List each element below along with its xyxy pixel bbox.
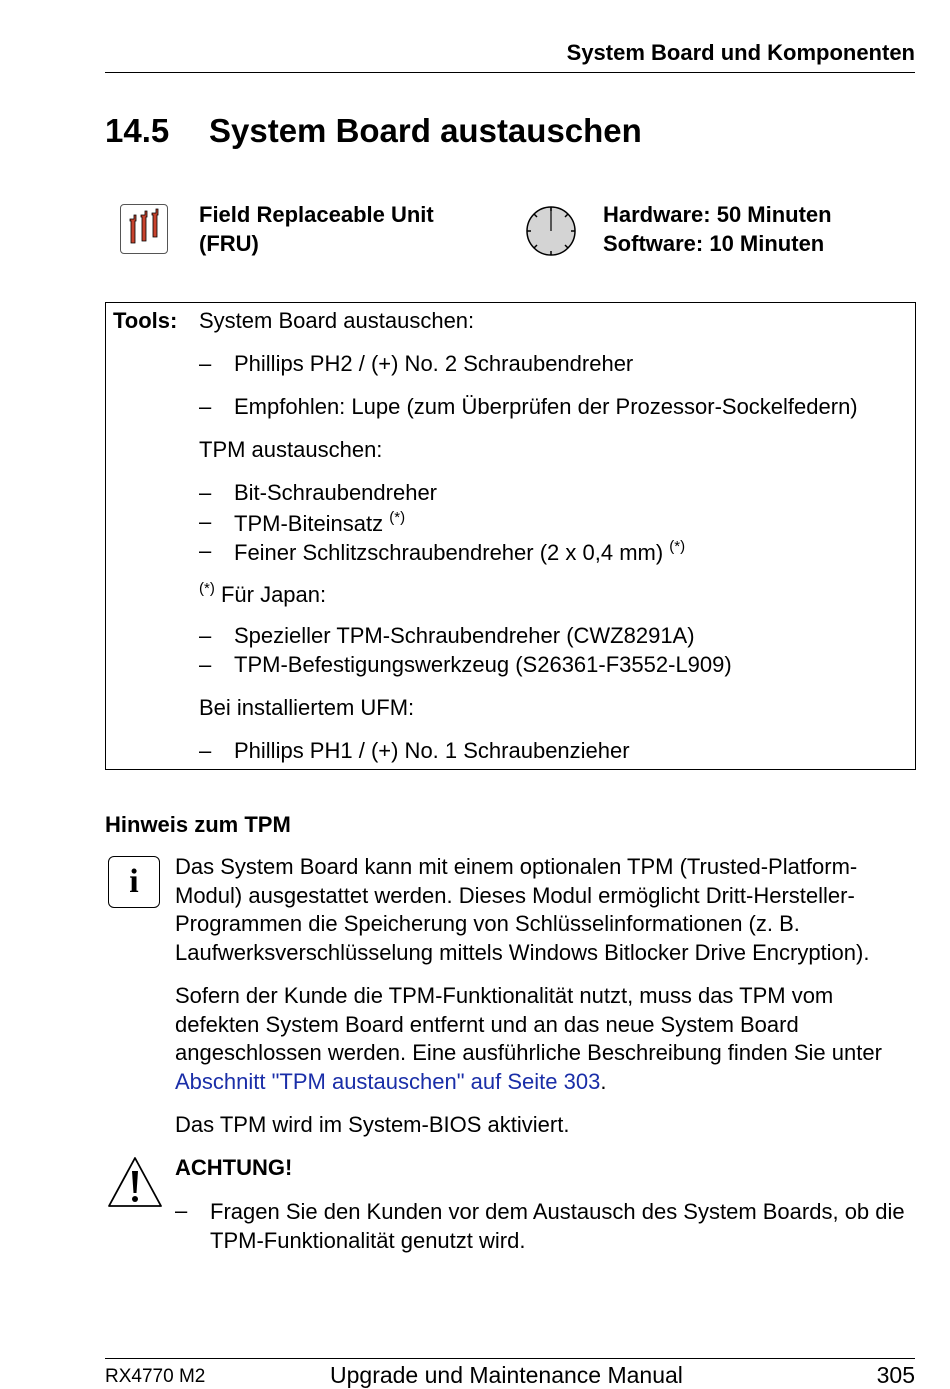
footer-model: RX4770 M2: [105, 1366, 206, 1387]
tpm-section-link[interactable]: Abschnitt "TPM austauschen" auf Seite 303: [175, 1069, 601, 1095]
tool-item-text: Feiner Schlitzschraubendreher (2 x 0,4 mm): [234, 540, 664, 565]
info-glyph: i: [129, 863, 139, 900]
fru-label: [199, 200, 434, 258]
footer-divider: [105, 1358, 915, 1359]
warning-icon: [105, 1155, 165, 1211]
tool-item-text: TPM-Biteinsatz: [234, 511, 384, 536]
tpm-tools-heading: TPM austauschen:: [199, 437, 383, 462]
running-header: System Board und Komponenten: [566, 40, 915, 65]
tool-item: TPM-Befestigungswerkzeug (S26361-F3552-L909): [234, 652, 732, 677]
list-dash: –: [199, 623, 212, 648]
header-divider: [105, 72, 915, 73]
clock-icon: [525, 205, 577, 257]
footnote-marker: (*): [669, 538, 686, 555]
info-icon: [108, 856, 160, 908]
tool-item: Empfohlen: Lupe (zum Überprüfen der Prozessor-Sockelfedern): [234, 394, 858, 419]
board-tools-heading: System Board austauschen:: [199, 308, 475, 333]
wrench-icon: [120, 204, 168, 254]
footnote-marker: (*): [199, 580, 215, 597]
page-number: 305: [876, 1362, 915, 1388]
section-heading: [105, 112, 642, 150]
list-dash: –: [199, 480, 212, 505]
tool-item-with-note: [234, 538, 685, 566]
list-dash: –: [199, 509, 212, 534]
tools-label: Tools:: [113, 308, 178, 333]
list-dash: –: [199, 652, 212, 677]
hardware-time: Hardware: 50 Minuten: [603, 202, 832, 227]
hint-paragraph-2: [175, 982, 915, 1097]
section-number: 14.5: [105, 112, 170, 149]
tool-item: Phillips PH1 / (+) No. 1 Schraubenzieher: [234, 738, 630, 763]
list-dash: –: [199, 351, 212, 376]
hint-paragraph-1: Das System Board kann mit einem optionalen TPM (Trusted-Platform-Modul) ausgestattet werden. Dieses Modul ermöglicht Dritt-Hersteller-Programmen die Speicherung von Schlüsselinformationen (z. B. Laufwerksverschlüsselung mittels Windows Bitlocker Drive Encryption).: [175, 854, 870, 966]
tool-item: Bit-Schraubendreher: [234, 480, 438, 505]
warning-title: ACHTUNG!: [175, 1155, 293, 1180]
list-dash: –: [199, 738, 212, 763]
hint-paragraph-3: Das TPM wird im System-BIOS aktiviert.: [175, 1112, 570, 1137]
hint-heading: Hinweis zum TPM: [105, 812, 291, 837]
ufm-heading: Bei installiertem UFM:: [199, 695, 415, 720]
footer-manual-title: Upgrade und Maintenance Manual: [330, 1362, 683, 1388]
hint-paragraph-2-text: Sofern der Kunde die TPM-Funktionalität nutzt, muss das TPM vom defekten System Board entfernt und an das neue System Board angeschlossen werden. Eine ausführliche Beschreibung finden Sie unter: [175, 983, 882, 1066]
footnote-marker: (*): [389, 509, 406, 526]
japan-heading: [199, 580, 326, 608]
tool-item-with-note: [234, 509, 405, 537]
list-dash: –: [199, 394, 212, 419]
section-title: System Board austauschen: [209, 112, 642, 149]
list-dash: –: [175, 1198, 188, 1223]
warning-text: Fragen Sie den Kunden vor dem Austausch des System Boards, ob die TPM-Funktionalität genutzt wird.: [210, 1199, 905, 1253]
list-dash: –: [199, 538, 212, 563]
time-estimate: [603, 200, 832, 258]
tool-item: Spezieller TPM-Schraubendreher (CWZ8291A): [234, 623, 695, 648]
fru-line-1: Field Replaceable Unit: [199, 202, 434, 227]
fru-line-2: (FRU): [199, 231, 259, 256]
software-time: Software: 10 Minuten: [603, 231, 825, 256]
tool-item: Phillips PH2 / (+) No. 2 Schraubendreher: [234, 351, 634, 376]
japan-heading-text: Für Japan:: [220, 582, 327, 607]
hint-paragraph-2-end: .: [600, 1069, 607, 1095]
